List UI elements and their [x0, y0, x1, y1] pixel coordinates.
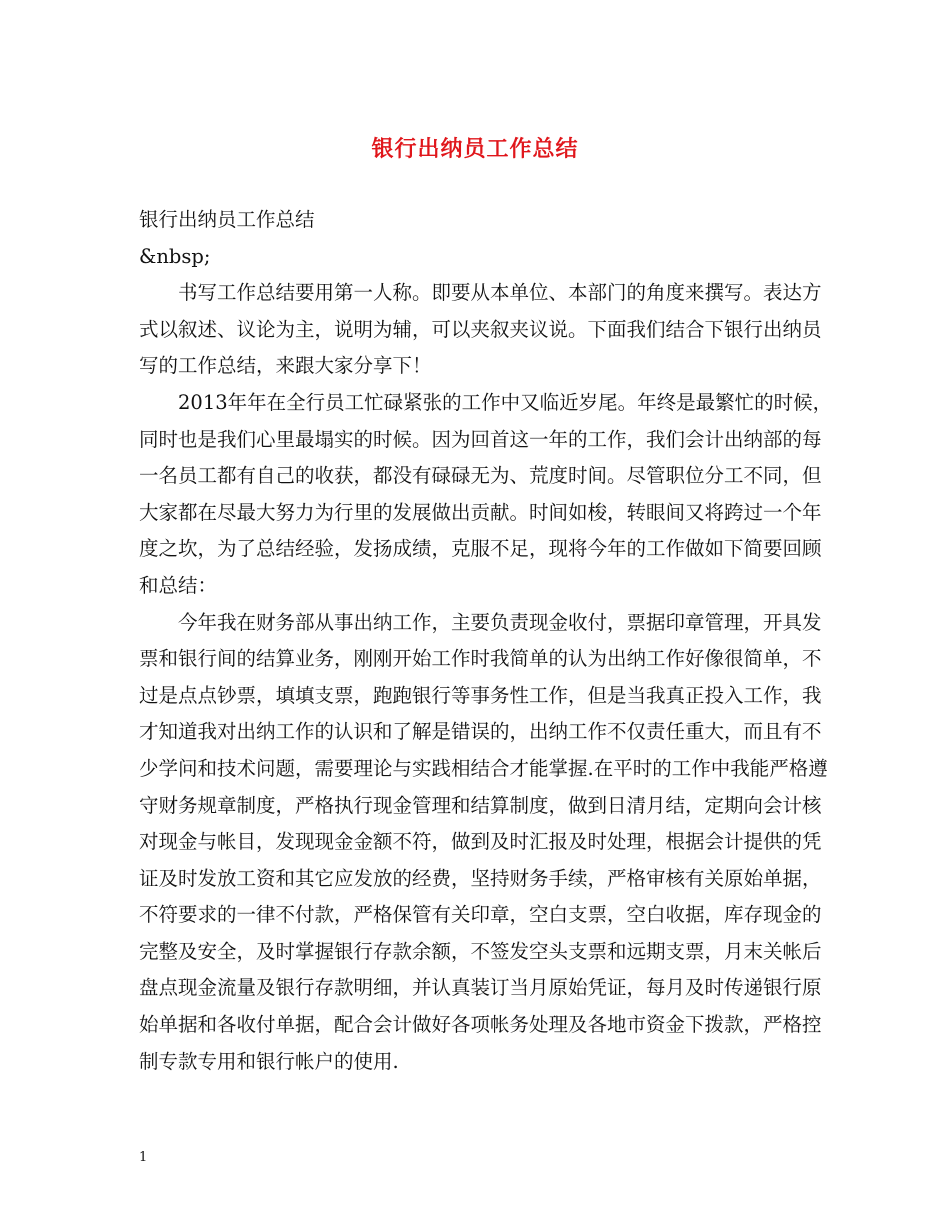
page-number: 1	[139, 1150, 148, 1165]
paragraph-intro: 书写工作总结要用第一人称。即要从本单位、本部门的角度来撰写。表达方式以叙述、议论为主，说明为辅，可以夹叙夹议说。下面我们结合下银行出纳员写的工作总结，来跟大家分享下！	[139, 281, 822, 378]
paragraph-duties: 今年我在财务部从事出纳工作，主要负责现金收付，票据印章管理，开具发票和银行间的结算业务，刚刚开始工作时我简单的认为出纳工作好像很简单，不过是点点钞票，填填支票，跑跑银行等事务性工作，但是当我真正投入工作，我才知道我对出纳工作的认识和了解是错误的，出纳工作不仅责任重大，而且有不少学问和技术问题，需要理论与实践相结合才能掌握.在平时的工作中我能严格遵守财务规章制度，严格执行现金管理和结算制度，做到日清月结，定期向会计核对现金与帐目，发现现金金额不符，做到及时汇报及时处理，根据会计提供的凭证及时发放工资和其它应发放的经费，坚持财务手续，严格审核有关原始单据，不符要求的一律不付款，严格保管有关印章，空白支票，空白收据，库存现金的完整及安全，及时掌握银行存款余额，不签发空头支票和远期支票，月末关帐后盘点现金流量及银行存款明细，并认真装订当月原始凭证，每月及时传递银行原始单据和各收付单据，配合会计做好各项帐务处理及各地市资金下拨款，严格控制专款专用和银行帐户的使用.	[139, 610, 828, 1073]
document-title: 银行出纳员工作总结	[371, 136, 579, 162]
paragraph-year-review: 2013年年在全行员工忙碌紧张的工作中又临近岁尾。年终是最繁忙的时候，同时也是我们心里最塌实的时候。因为回首这一年的工作，我们会计出纳部的每一名员工都有自己的收获，都没有碌碌无为、荒度时间。尽管职位分工不同，但大家都在尽最大努力为行里的发展做出贡献。时间如梭，转眼间又将跨过一个年度之坎，为了总结经验，发扬成绩，克服不足，现将今年的工作做如下简要回顾和总结：	[139, 390, 833, 597]
document-subtitle: 银行出纳员工作总结	[139, 208, 315, 231]
nbsp-literal-line: &nbsp;	[139, 244, 211, 268]
document-body	[139, 202, 839, 1080]
